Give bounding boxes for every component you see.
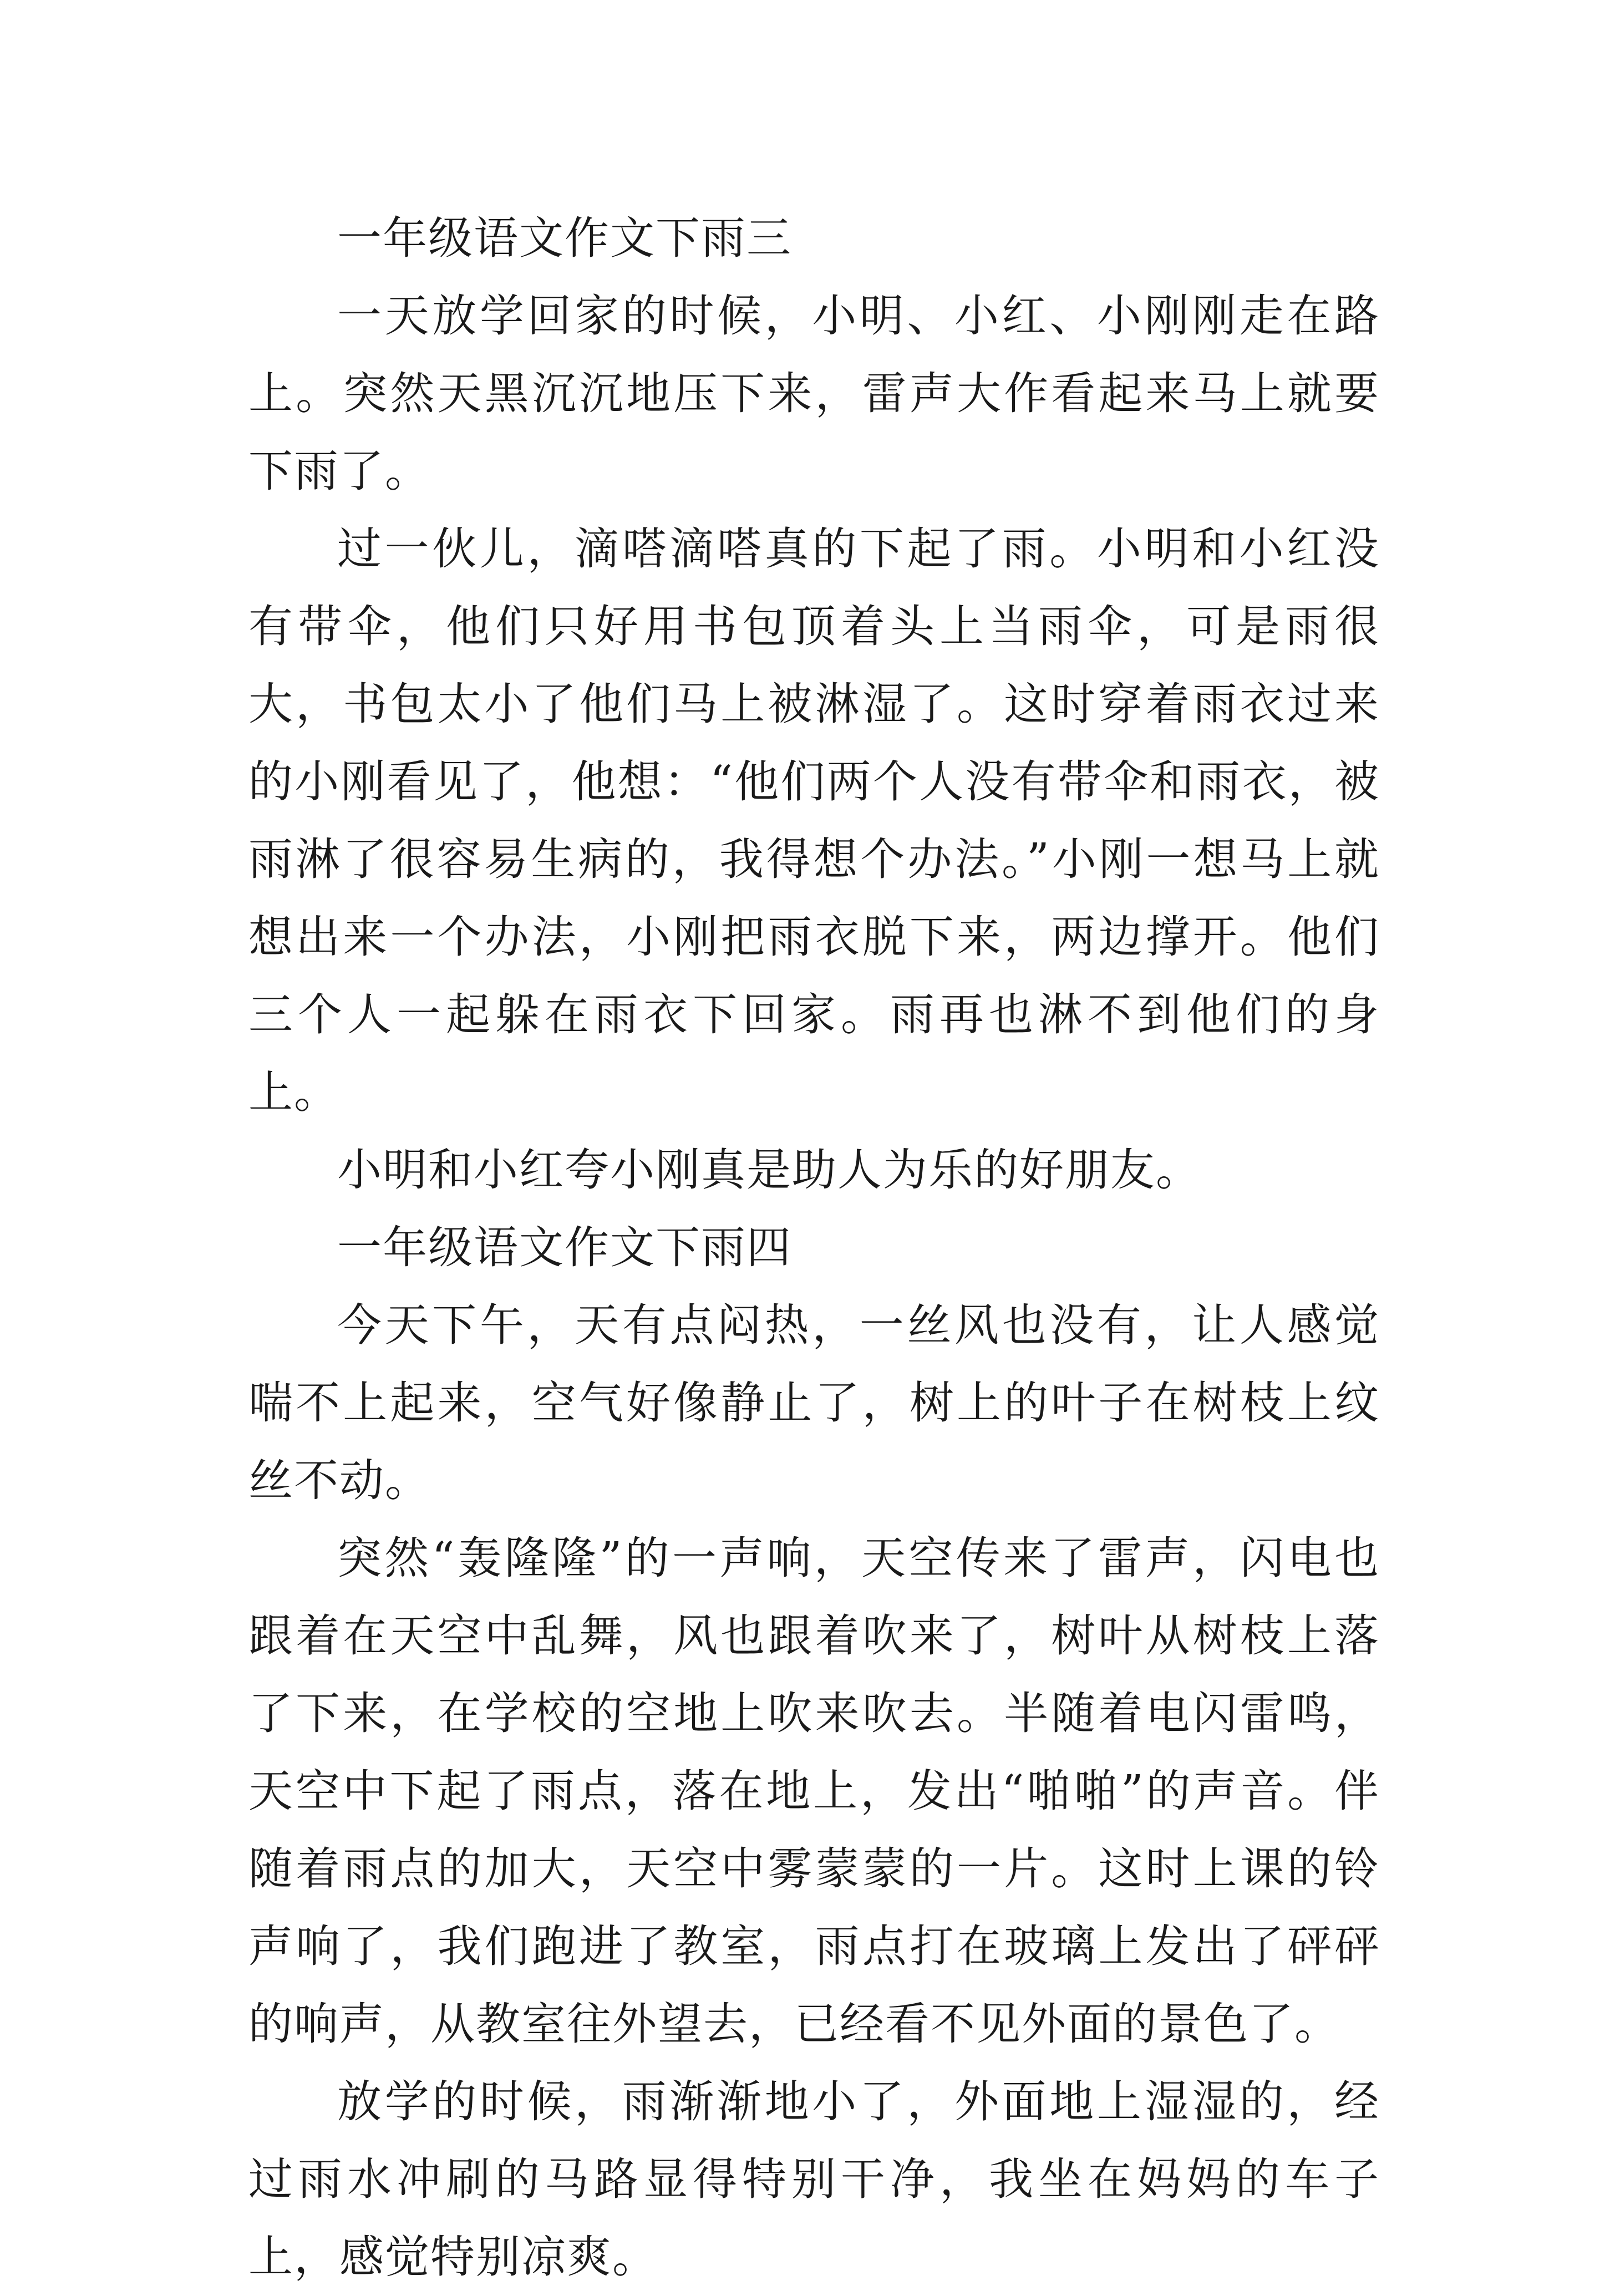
paragraph: 一天放学回家的时候，小明、小红、小刚刚走在路上。突然天黑沉沉地压下来，雷声大作看起来马上就要下雨了。 xyxy=(248,290,1380,497)
paragraph: 过一伙儿，滴嗒滴嗒真的下起了雨。小明和小红没有带伞，他们只好用书包顶着头上当雨伞，可是雨很大，书包太小了他们马上被淋湿了。这时穿着雨衣过来的小刚看见了，他想：“他们两个人没有带伞和雨衣，被雨淋了很容易生病的，我得想个办法。”小刚一想马上就想出来一个办法，小刚把雨衣脱下来，两边撑开。他们三个人一起躲在雨衣下回家。雨再也淋不到他们的身上。 xyxy=(248,523,1380,1118)
paragraph: 突然“轰隆隆”的一声响，天空传来了雷声，闪电也跟着在天空中乱舞，风也跟着吹来了，树叶从树枝上落了下来，在学校的空地上吹来吹去。半随着电闪雷鸣，天空中下起了雨点，落在地上，发出“啪啪”的声音。伴随着雨点的加大，天空中雾蒙蒙的一片。这时上课的铃声响了，我们跑进了教室，雨点打在玻璃上发出了砰砰的响声，从教室往外望去，已经看不见外面的景色了。 xyxy=(248,1532,1380,2050)
paragraph: 今天下午，天有点闷热，一丝风也没有，让人感觉喘不上起来，空气好像静止了，树上的叶子在树枝上纹丝不动。 xyxy=(248,1299,1380,1506)
paragraph: 小明和小红夸小刚真是助人为乐的好朋友。 xyxy=(337,1144,1201,1196)
paragraph: 放学的时候，雨渐渐地小了，外面地上湿湿的，经过雨水冲刷的马路显得特别干净，我坐在妈妈的车子上，感觉特别凉爽。 xyxy=(248,2076,1380,2283)
document-body xyxy=(248,200,1380,2296)
essay-title-3: 一年级语文作文下雨三 xyxy=(337,212,792,264)
essay-title-4: 一年级语文作文下雨四 xyxy=(337,1222,792,1273)
